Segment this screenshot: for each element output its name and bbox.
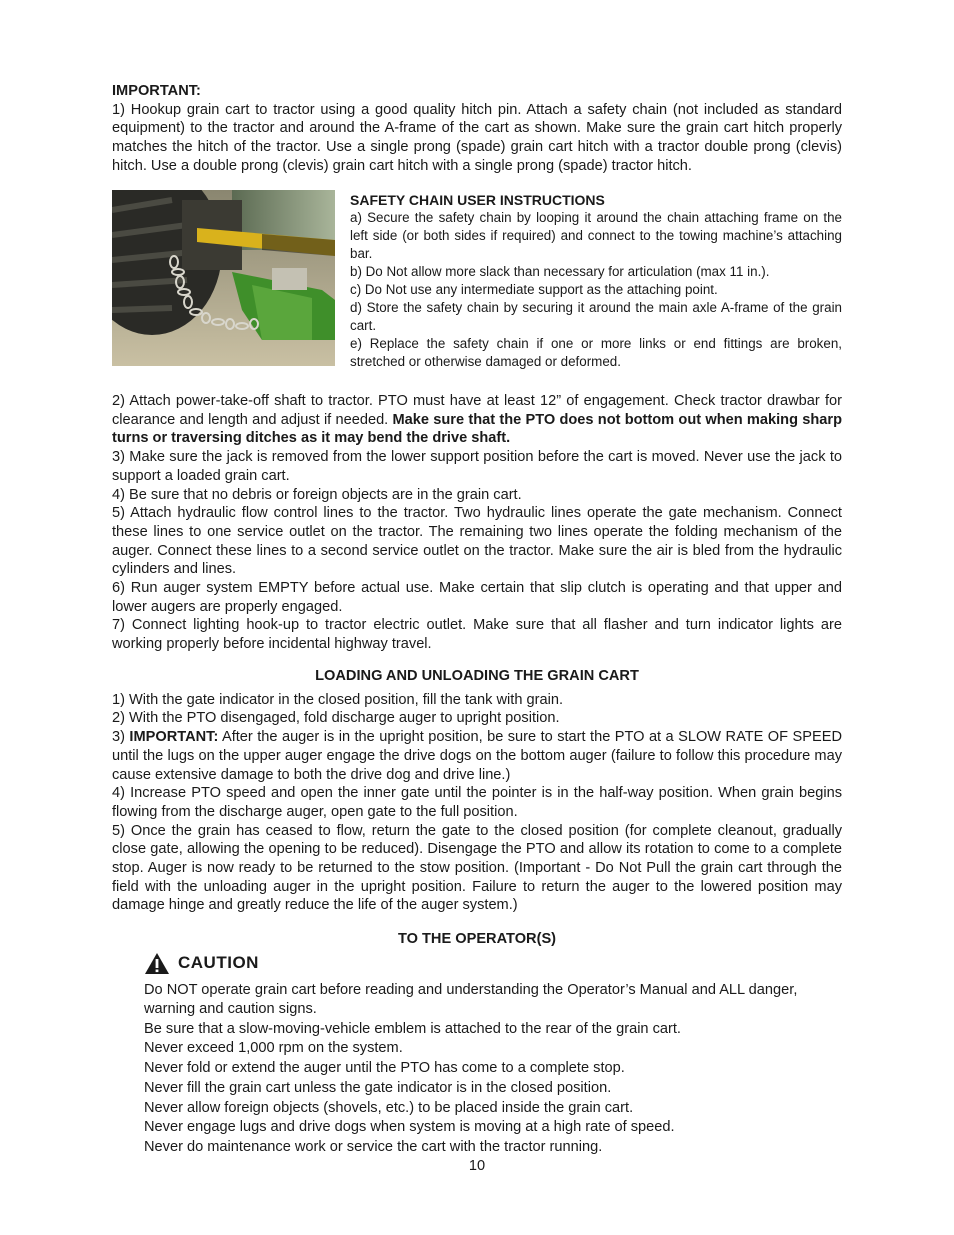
safety-chain-item-b: b) Do Not allow more slack than necessary for articulation (max 11 in.). [350, 264, 770, 279]
operator-heading-wrap [112, 930, 842, 949]
important-item-1: 1) Hookup grain cart to tractor using a good quality hitch pin. Attach a safety chain (not included as standard equipment) to the tractor and around the A-frame of the cart as shown. Make sure the grain cart hitch properly matches the hitch of the tractor. Use a single prong (spade) grain cart hitch with a tractor double prong (clevis) hitch. Use a double prong (clevis) grain cart hitch with a single prong (spade) tractor hitch. [112, 101, 842, 174]
step-2-text: 2) Attach power-take-off shaft to tractor. PTO must have at least 12” of engagement. Check tractor drawbar for clearance and length and adjust if needed. [112, 393, 842, 428]
caution-label: CAUTION [178, 952, 259, 972]
safety-chain-item-d: d) Store the safety chain by securing it around the main axle A-frame of the grain cart. [350, 300, 842, 333]
page-number: 10 [468, 1158, 486, 1174]
caution-item: Never do maintenance work or service the cart with the tractor running. [144, 1139, 603, 1156]
caution-item: Never fill the grain cart unless the gate indicator is in the closed position. [144, 1079, 612, 1096]
caution-item: Never engage lugs and drive dogs when system is moving at a high rate of speed. [144, 1119, 675, 1136]
step-2-warning: Make sure that the PTO does not bottom out when making sharp turns or traversing ditches as it may bend the drive shaft. [112, 411, 842, 447]
step-7: 7) Connect lighting hook-up to tractor electric outlet. Make sure that all flasher and turn indicator lights are working properly before incidental highway travel. [112, 617, 842, 653]
safety-chain-instructions [350, 191, 842, 371]
caution-item: Be sure that a slow-moving-vehicle emblem is attached to the rear of the grain cart. [144, 1020, 681, 1037]
loading-step-3-number: 3) [112, 729, 130, 746]
caution-badge [144, 951, 842, 975]
caution-item: Never allow foreign objects (shovels, etc.) to be placed inside the grain cart. [144, 1099, 634, 1116]
hitch-safety-chain-photo [112, 190, 335, 366]
step-5: 5) Attach hydraulic flow control lines to the tractor. Two hydraulic lines operate the gate mechanism. Connect these lines to one service outlet on the tractor. The remaining two lines operate the folding mechanism of the auger. Connect these lines to a second service outlet on the tractor. Make sure the air is bled from the hydraulic cylinders and lines. [112, 505, 842, 578]
caution-list [144, 981, 842, 1157]
loading-section [112, 667, 842, 915]
step-4: 4) Be sure that no debris or foreign objects are in the grain cart. [112, 486, 522, 503]
loading-step-3-important: IMPORTANT: [129, 729, 219, 746]
loading-step-3-text: After the auger is in the upright position, be sure to start the PTO at a SLOW RATE OF SPEED until the lugs on the upper auger engage the drive dogs on the bottom auger (failure to follow this procedure may cause extensive damage to both the drive dog and drive line.) [112, 729, 842, 783]
step-6: 6) Run auger system EMPTY before actual use. Make certain that slip clutch is operating and that upper and lower augers are properly engaged. [112, 580, 842, 615]
caution-item: Never exceed 1,000 rpm on the system. [144, 1040, 403, 1057]
loading-heading: LOADING AND UNLOADING THE GRAIN CART [315, 668, 639, 684]
caution-item: Never fold or extend the auger until the PTO has come to a complete stop. [144, 1060, 625, 1077]
step-3: 3) Make sure the jack is removed from the lower support position before the cart is moved. Never use the jack to support a loaded grain cart. [112, 449, 842, 484]
setup-steps [112, 392, 842, 654]
loading-step-5: 5) Once the grain has ceased to flow, return the gate to the closed position (for complete cleanout, gradually close gate, allowing the opening to be reduced). Disengage the PTO and allow its rotation to come to a complete stop. Auger is now ready to be returned to the stow position. (Important - Do Not Pull the grain cart through the field with the unloading auger in the upright position. Failure to return the auger to the lowered position may damage hinge and greatly reduce the life of the auger system.) [112, 822, 842, 914]
loading-step-4: 4) Increase PTO speed and open the inner gate until the pointer is in the half-way position. When grain begins flowing from the discharge auger, open gate to the full position. [112, 785, 842, 820]
caution-item: Do NOT operate grain cart before reading and understanding the Operator’s Manual and ALL danger, warning and caution signs. [144, 982, 798, 1017]
operator-heading: TO THE OPERATOR(S) [397, 931, 557, 947]
safety-chain-item-e: e) Replace the safety chain if one or more links or end fittings are broken, stretched or otherwise damaged or deformed. [350, 336, 842, 369]
caution-section [144, 951, 842, 1158]
safety-chain-item-c: c) Do Not use any intermediate support as the attaching point. [350, 282, 718, 297]
step-2 [112, 392, 842, 448]
loading-step-2: 2) With the PTO disengaged, fold discharge auger to upright position. [112, 710, 560, 727]
loading-step-1: 1) With the gate indicator in the closed position, fill the tank with grain. [112, 691, 564, 708]
safety-chain-item-a: a) Secure the safety chain by looping it around the chain attaching frame on the left side (or both sides if required) and connect to the towing machine’s attaching bar. [350, 210, 842, 261]
warning-triangle-icon [144, 952, 170, 975]
safety-chain-heading: SAFETY CHAIN USER INSTRUCTIONS [350, 192, 605, 208]
loading-step-3 [112, 728, 842, 784]
important-heading: IMPORTANT: [112, 83, 201, 99]
important-section [112, 82, 842, 176]
